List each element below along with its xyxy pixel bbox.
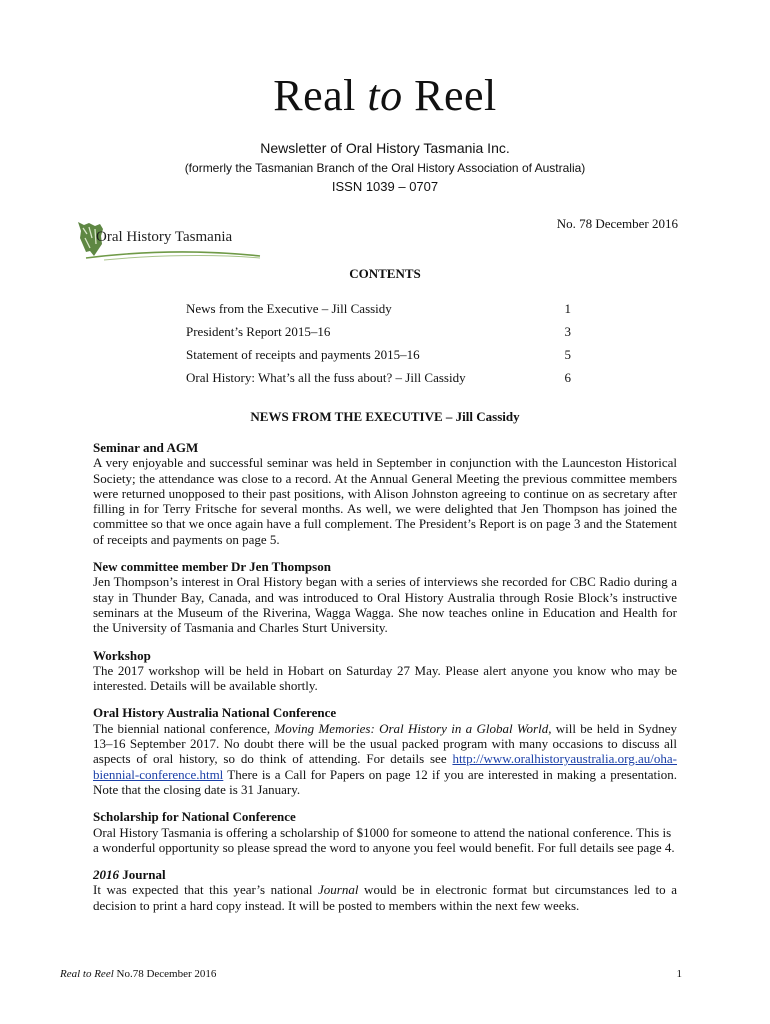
section-heading: 2016 Journal xyxy=(93,867,166,883)
section-text: Oral History Tasmania is offering a scholarship of $1000 for someone to attend the national conference. This is a wonderful opportunity so please spread the word to anyone you feel would benefit. For full details see page 4. xyxy=(93,824,675,855)
logo-text: Oral History Tasmania xyxy=(96,229,233,245)
masthead xyxy=(0,70,770,121)
toc-item[interactable] xyxy=(186,370,571,393)
section-conference xyxy=(93,705,677,797)
table-of-contents xyxy=(186,301,571,393)
oral-history-tasmania-logo xyxy=(74,216,264,262)
section-heading: Oral History Australia National Conference xyxy=(93,705,337,721)
section-workshop xyxy=(93,648,677,694)
section-heading: Scholarship for National Conference xyxy=(93,809,296,825)
toc-item[interactable] xyxy=(186,324,571,347)
section-committee xyxy=(93,559,677,635)
issue-number: No. 78 December 2016 xyxy=(556,216,678,231)
section-seminar xyxy=(93,440,677,547)
section-text: The 2017 workshop will be held in Hobart on Saturday 27 May. Please alert anyone you know who may be interested. Details will be available shortly. xyxy=(93,662,677,694)
toc-item[interactable] xyxy=(186,347,571,370)
toc-item-title: Oral History: What’s all the fuss about? – Jill Cassidy xyxy=(186,370,466,385)
issn: ISSN 1039 – 0707 xyxy=(331,179,439,194)
section-text: Jen Thompson’s interest in Oral History began with a series of interviews she recorded for CBC Radio during a stay in Thunder Bay, Canada, and was introduced to Oral History Australia through Rosie Block’s instructive seminars at the Museum of the Riverina, Wagga Wagga. She now teaches online in Education and Health for the University of Tasmania and Charles Sturt University. xyxy=(93,574,677,636)
toc-item-page: 6 xyxy=(564,370,571,385)
toc-item-title: Statement of receipts and payments 2015–16 xyxy=(186,347,420,362)
contents-heading: CONTENTS xyxy=(349,266,421,281)
toc-item-title: News from the Executive – Jill Cassidy xyxy=(186,301,392,316)
toc-item-page: 5 xyxy=(564,347,571,362)
toc-item[interactable] xyxy=(186,301,571,324)
section-journal xyxy=(93,867,677,913)
section-heading: New committee member Dr Jen Thompson xyxy=(93,559,331,575)
conference-link[interactable]: http://www.oralhistoryaustralia.org.au/oha-biennial-conference.html xyxy=(93,751,677,782)
article-body xyxy=(93,440,677,925)
section-text: The biennial national conference, Moving Memories: Oral History in a Global World, will be held in Sydney 13–16 September 2017. No doubt there will be the usual packed program with many occasions to discuss all aspects of oral history, so do think of attending. For details see http://www.oralhistoryaustralia.org.au/oha-biennial-conference.html There is a Call for Papers on page 12 if you are interested in making a presentation. Note that the closing date is 31 January. xyxy=(93,720,677,797)
section-heading: Workshop xyxy=(93,647,151,663)
footer-issue: Real to Reel No.78 December 2016 xyxy=(60,968,217,980)
news-heading: NEWS FROM THE EXECUTIVE – Jill Cassidy xyxy=(250,409,520,424)
newsletter-subtitle: Newsletter of Oral History Tasmania Inc. xyxy=(260,140,510,156)
section-scholarship xyxy=(93,809,677,855)
toc-item-page: 1 xyxy=(564,301,571,316)
section-text: A very enjoyable and successful seminar was held in September in conjunction with the Launceston Historical Society; the attendance was close to a record. At the Annual General Meeting the previous committee members were returned unopposed to their past positions, with Alison Johnston agreeing to continue on as secretary after filling in for Terry Fritsche for several months. As well, we were delighted that Jen Thompson has joined the committee so that we once again have a full complement. The President’s Report is on page 3 and the Statement of receipts and payments on page 5. xyxy=(93,455,677,547)
toc-item-page: 3 xyxy=(564,324,571,339)
section-text: It was expected that this year’s national Journal would be in electronic format but circumstances led to a decision to print a hard copy instead. It will be posted to members within the next few weeks. xyxy=(93,882,677,913)
newsletter-title: Real to Reel xyxy=(273,71,497,120)
toc-item-title: President’s Report 2015–16 xyxy=(186,324,331,339)
formerly-line: (formerly the Tasmanian Branch of the Oral History Association of Australia) xyxy=(184,161,586,175)
section-heading: Seminar and AGM xyxy=(93,440,199,455)
page-number: 1 xyxy=(676,968,682,980)
